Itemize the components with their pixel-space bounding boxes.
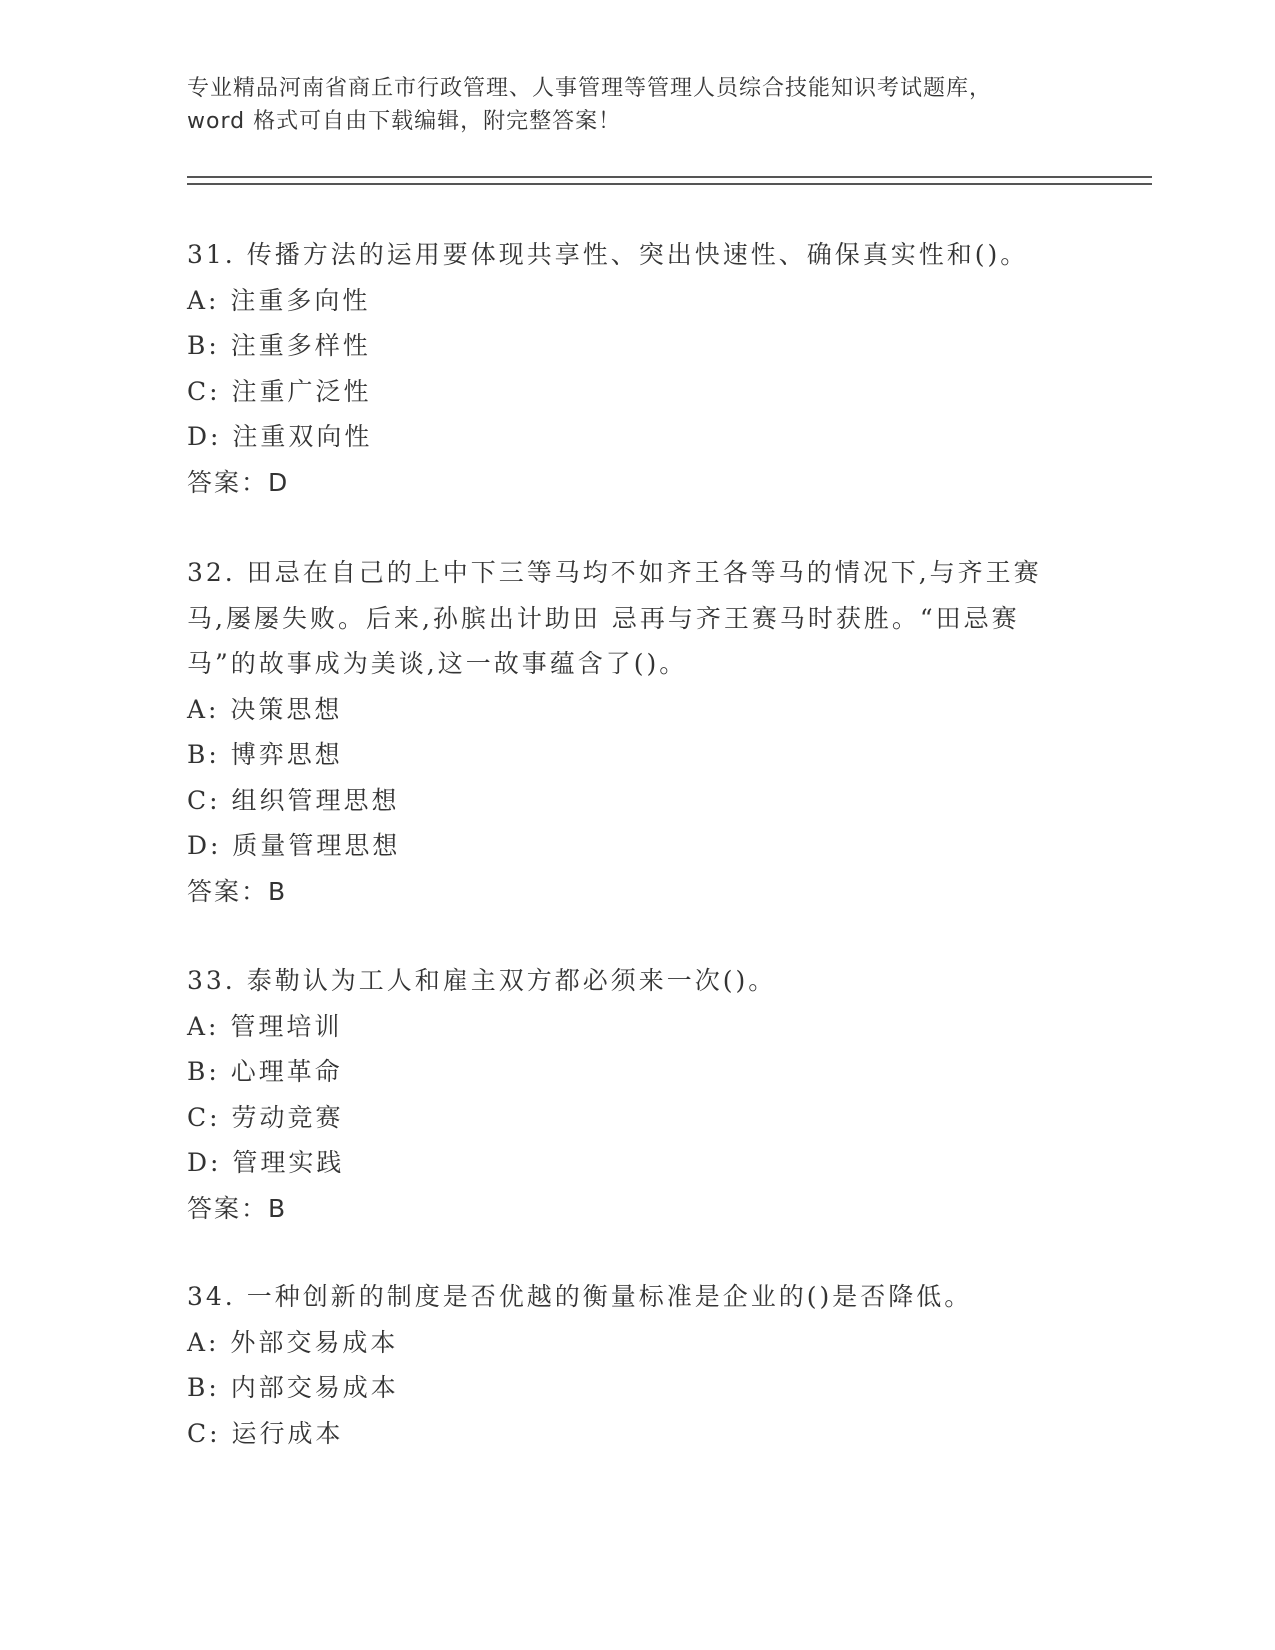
- header-line-2: word 格式可自由下载编辑，附完整答案！: [187, 109, 622, 134]
- header-rule-bottom: [187, 183, 1152, 185]
- question-32: [187, 550, 1087, 914]
- option-b: B: 注重多样性: [187, 331, 371, 360]
- option-b: B: 博弈思想: [187, 740, 343, 769]
- option-d: D: 注重双向性: [187, 422, 373, 451]
- question-33: [187, 958, 1087, 1231]
- option-d: D: 质量管理思想: [187, 831, 401, 860]
- option-c: C: 运行成本: [187, 1418, 344, 1448]
- option-b: B: 内部交易成本: [187, 1373, 399, 1402]
- question-stem: 31. 传播方法的运用要体现共享性、突出快速性、确保真实性和()。: [187, 240, 1029, 269]
- header-line-1: 专业精品河南省商丘市行政管理、人事管理等管理人员综合技能知识考试题库，: [187, 76, 993, 101]
- question-stem: 34. 一种创新的制度是否优越的衡量标准是企业的()是否降低。: [187, 1282, 973, 1311]
- option-a: A: 注重多向性: [187, 285, 371, 315]
- option-b: B: 心理革命: [187, 1057, 343, 1086]
- answer: 答案：D: [187, 467, 290, 497]
- option-c: C: 组织管理思想: [187, 785, 400, 815]
- question-stem-line-2: 马,屡屡失败。后来,孙膑出计助田 忌再与齐王赛马时获胜。“田忌赛: [187, 603, 1020, 633]
- option-d: D: 管理实践: [187, 1148, 345, 1177]
- question-stem-line-3: 马”的故事成为美谈,这一故事蕴含了()。: [187, 649, 688, 678]
- option-c: C: 注重广泛性: [187, 376, 372, 406]
- header-rule-top: [187, 176, 1152, 178]
- question-34: [187, 1274, 1087, 1456]
- answer: 答案：B: [187, 876, 288, 906]
- document-header: [187, 72, 1087, 138]
- option-a: A: 外部交易成本: [187, 1327, 399, 1357]
- option-c: C: 劳动竞赛: [187, 1102, 344, 1132]
- question-31: [187, 232, 1087, 505]
- question-stem-line-1: 32. 田忌在自己的上中下三等马均不如齐王各等马的情况下,与齐王赛: [187, 558, 1042, 587]
- question-stem: 33. 泰勒认为工人和雇主双方都必须来一次()。: [187, 966, 777, 995]
- answer: 答案：B: [187, 1193, 288, 1223]
- option-a: A: 管理培训: [187, 1011, 343, 1041]
- option-a: A: 决策思想: [187, 694, 343, 724]
